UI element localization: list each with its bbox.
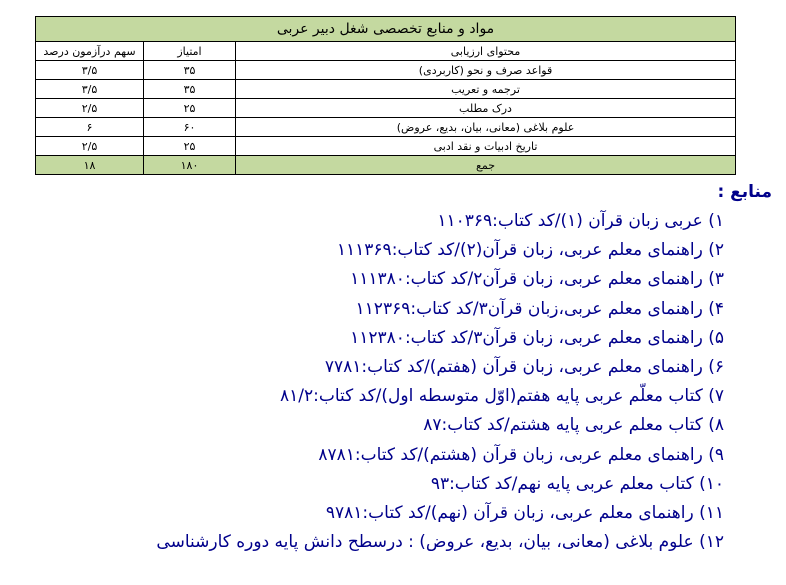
source-item: ۵) راهنمای معلم عربی، زبان قرآن۳/کد کتاب:۱۱۲۳۸۰ xyxy=(350,327,724,348)
source-item: ۱۰) کتاب معلم عربی پایه نهم/کد کتاب:۹۳ xyxy=(430,473,724,494)
score-cell: ۶۰ xyxy=(144,118,236,137)
share-cell: ۲/۵ xyxy=(36,137,144,156)
table-total-row xyxy=(36,156,736,175)
source-item: ۱۱) راهنمای معلم عربی، زبان قرآن (نهم)/کد کتاب:۹۷۸۱ xyxy=(325,502,724,523)
source-item: ۲) راهنمای معلم عربی، زبان قرآن(۲)/کد کتاب:۱۱۱۳۶۹ xyxy=(336,240,724,261)
content-cell: قواعد صرف و نحو (کاربردی) xyxy=(236,61,736,80)
source-item: ۸) کتاب معلم عربی پایه هشتم/کد کتاب:۸۷ xyxy=(423,415,724,436)
sources-section xyxy=(12,180,772,557)
total-label-cell: جمع xyxy=(236,156,736,175)
share-cell: ۳/۵ xyxy=(36,61,144,80)
source-item: ۴) راهنمای معلم عربی،زبان قرآن۳/کد کتاب:۱۱۲۳۶۹ xyxy=(355,298,724,319)
share-cell: ۶ xyxy=(36,118,144,137)
sources-heading: منابع : xyxy=(717,182,772,202)
source-item: ۹) راهنمای معلم عربی، زبان قرآن (هشتم)/کد کتاب:۸۷۸۱ xyxy=(318,444,724,465)
score-cell: ۳۵ xyxy=(144,61,236,80)
header-content: محتوای ارزیابی xyxy=(236,42,736,61)
score-cell: ۳۵ xyxy=(144,80,236,99)
total-score-cell: ۱۸۰ xyxy=(144,156,236,175)
table-row xyxy=(36,61,736,80)
table-title-row xyxy=(36,17,736,42)
content-cell: تاریخ ادبیات و نقد ادبی xyxy=(236,137,736,156)
share-cell: ۲/۵ xyxy=(36,99,144,118)
content-cell: ترجمه و تعریب xyxy=(236,80,736,99)
share-cell: ۳/۵ xyxy=(36,80,144,99)
table-row xyxy=(36,137,736,156)
source-item: ۷) کتاب معلّم عربی پایه هفتم(اوّل متوسطه اول)/کد کتاب:۸۱/۲ xyxy=(279,386,724,407)
score-cell: ۲۵ xyxy=(144,99,236,118)
source-item: ۱۲) علوم بلاغی (معانی، بیان، بدیع، عروض) : درسطح دانش پایه دوره کارشناسی xyxy=(156,532,724,553)
table-row xyxy=(36,99,736,118)
content-cell: درک مطلب xyxy=(236,99,736,118)
subjects-table xyxy=(35,16,736,175)
score-cell: ۲۵ xyxy=(144,137,236,156)
source-item: ۳) راهنمای معلم عربی، زبان قرآن۲/کد کتاب:۱۱۱۳۸۰ xyxy=(350,269,724,290)
table-row xyxy=(36,80,736,99)
content-cell: علوم بلاغی (معانی، بیان، بدیع، عروض) xyxy=(236,118,736,137)
source-item: ۱) عربی زبان قرآن (۱)/کد کتاب:۱۱۰۳۶۹ xyxy=(437,211,724,231)
source-list xyxy=(12,207,772,557)
source-item: ۶) راهنمای معلم عربی، زبان قرآن (هفتم)/کد کتاب:۷۷۸۱ xyxy=(324,356,724,377)
table-title: مواد و منابع تخصصی شغل دبیر عربی xyxy=(36,17,736,42)
header-score: امتیاز xyxy=(144,42,236,61)
header-share: سهم درآزمون درصد xyxy=(36,42,144,61)
table-row xyxy=(36,118,736,137)
table-header-row xyxy=(36,42,736,61)
total-share-cell: ۱۸ xyxy=(36,156,144,175)
